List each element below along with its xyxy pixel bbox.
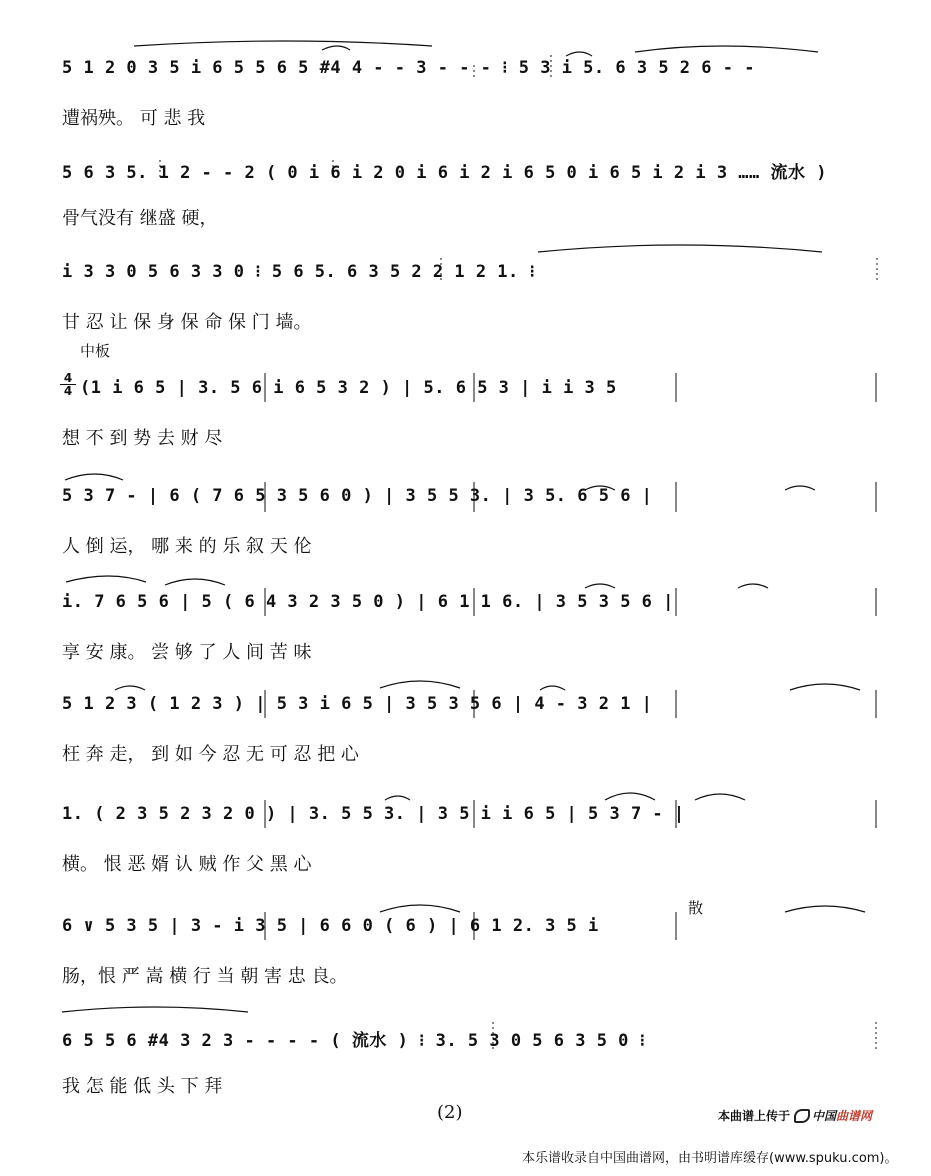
notation: 1. ( 2 3 5 2 3 2 0 ) | 3. 5 5 3. | 3 5 i i 6 5 | 5 3 7 - |	[62, 804, 685, 824]
lyrics: 遭祸殃。 可 悲 我	[62, 108, 206, 128]
notation: 5 1 2 0 3 5 i 6 5 5 6 5 #4 4 - - 3 - - - ⁝ 5 3 i 5. 6 3 5 2 6 - -	[62, 58, 755, 78]
time-signature-denominator: 4	[60, 384, 76, 397]
lyrics: 枉 奔 走， 到 如 今 忍 无 可 忍 把 心	[62, 744, 359, 764]
notation: 5 6 3 5. 1 2 - - 2 ( 0 i 6 i 2 0 i 6 i 2 i 6 5 0 i 6 5 i 2 i 3 …… 流水 )	[62, 163, 827, 183]
notation: 5 1 2 3 ( 1 2 3 ) | 5 3 i 6 5 | 3 5 3 5 6 | 4 - 3 2 1 |	[62, 694, 653, 714]
notation: 5 3 7 - | 6 ( 7 6 5 3 5 6 0 ) | 3 5 5 3. | 3 5. 6 5 6 |	[62, 486, 653, 506]
notation: 6 ∨ 5 3 5 | 3 - i 3 5 | 6 6 0 ( 6 ) | 6 1 2. 3 5 i	[62, 916, 599, 936]
footer-credit: 本乐谱收录自中国曲谱网，由书明谱库缓存(www.spuku.com)。	[522, 1151, 898, 1166]
time-signature-numerator: 4	[63, 371, 73, 385]
site-logo[interactable]	[794, 1107, 872, 1124]
logo-text: 中国曲谱网	[812, 1109, 873, 1123]
notation: i. 7 6 5 6 | 5 ( 6 4 3 2 3 5 0 ) | 6 1 1 6. | 3 5 3 5 6 |	[62, 592, 674, 612]
lyrics: 人 倒 运， 哪 来 的 乐 叙 天 伦	[62, 536, 312, 556]
lyrics: 享 安 康。 尝 够 了 人 间 苦 味	[62, 642, 312, 662]
lyrics: 我 怎 能 低 头 下 拜	[62, 1076, 223, 1096]
tempo-free: 散	[688, 899, 704, 917]
uploader-credit	[718, 1107, 872, 1124]
time-signature	[60, 372, 76, 397]
page-number: (2)	[437, 1102, 463, 1123]
notation: 6 5 5 6 #4 3 2 3 - - - - ( 流水 ) ⁝ 3. 5 3 0 5 6 3 5 0 ⁝	[62, 1031, 646, 1051]
lyrics: 甘 忍 让 保 身 保 命 保 门 墙。	[62, 312, 312, 332]
lyrics: 想 不 到 势 去 财 尽	[62, 428, 223, 448]
notation: (1 i 6 5 | 3. 5 6 i 6 5 3 2 ) | 5. 6 5 3 | i i 3 5	[80, 378, 617, 398]
logo-icon	[794, 1109, 810, 1123]
tempo-moderato: 中板	[80, 342, 111, 360]
notation: i 3 3 0 5 6 3 3 0 ⁝ 5 6 5. 6 3 5 2 2 1 2 1. ⁝	[62, 262, 536, 282]
uploader-prefix: 本曲谱上传于	[718, 1109, 791, 1123]
lyrics: 肠，恨 严 嵩 横 行 当 朝 害 忠 良。	[62, 966, 348, 986]
lyrics: 骨气没有 继盛 硬，	[62, 208, 218, 228]
lyrics: 横。 恨 恶 婿 认 贼 作 父 黑 心	[62, 854, 312, 874]
